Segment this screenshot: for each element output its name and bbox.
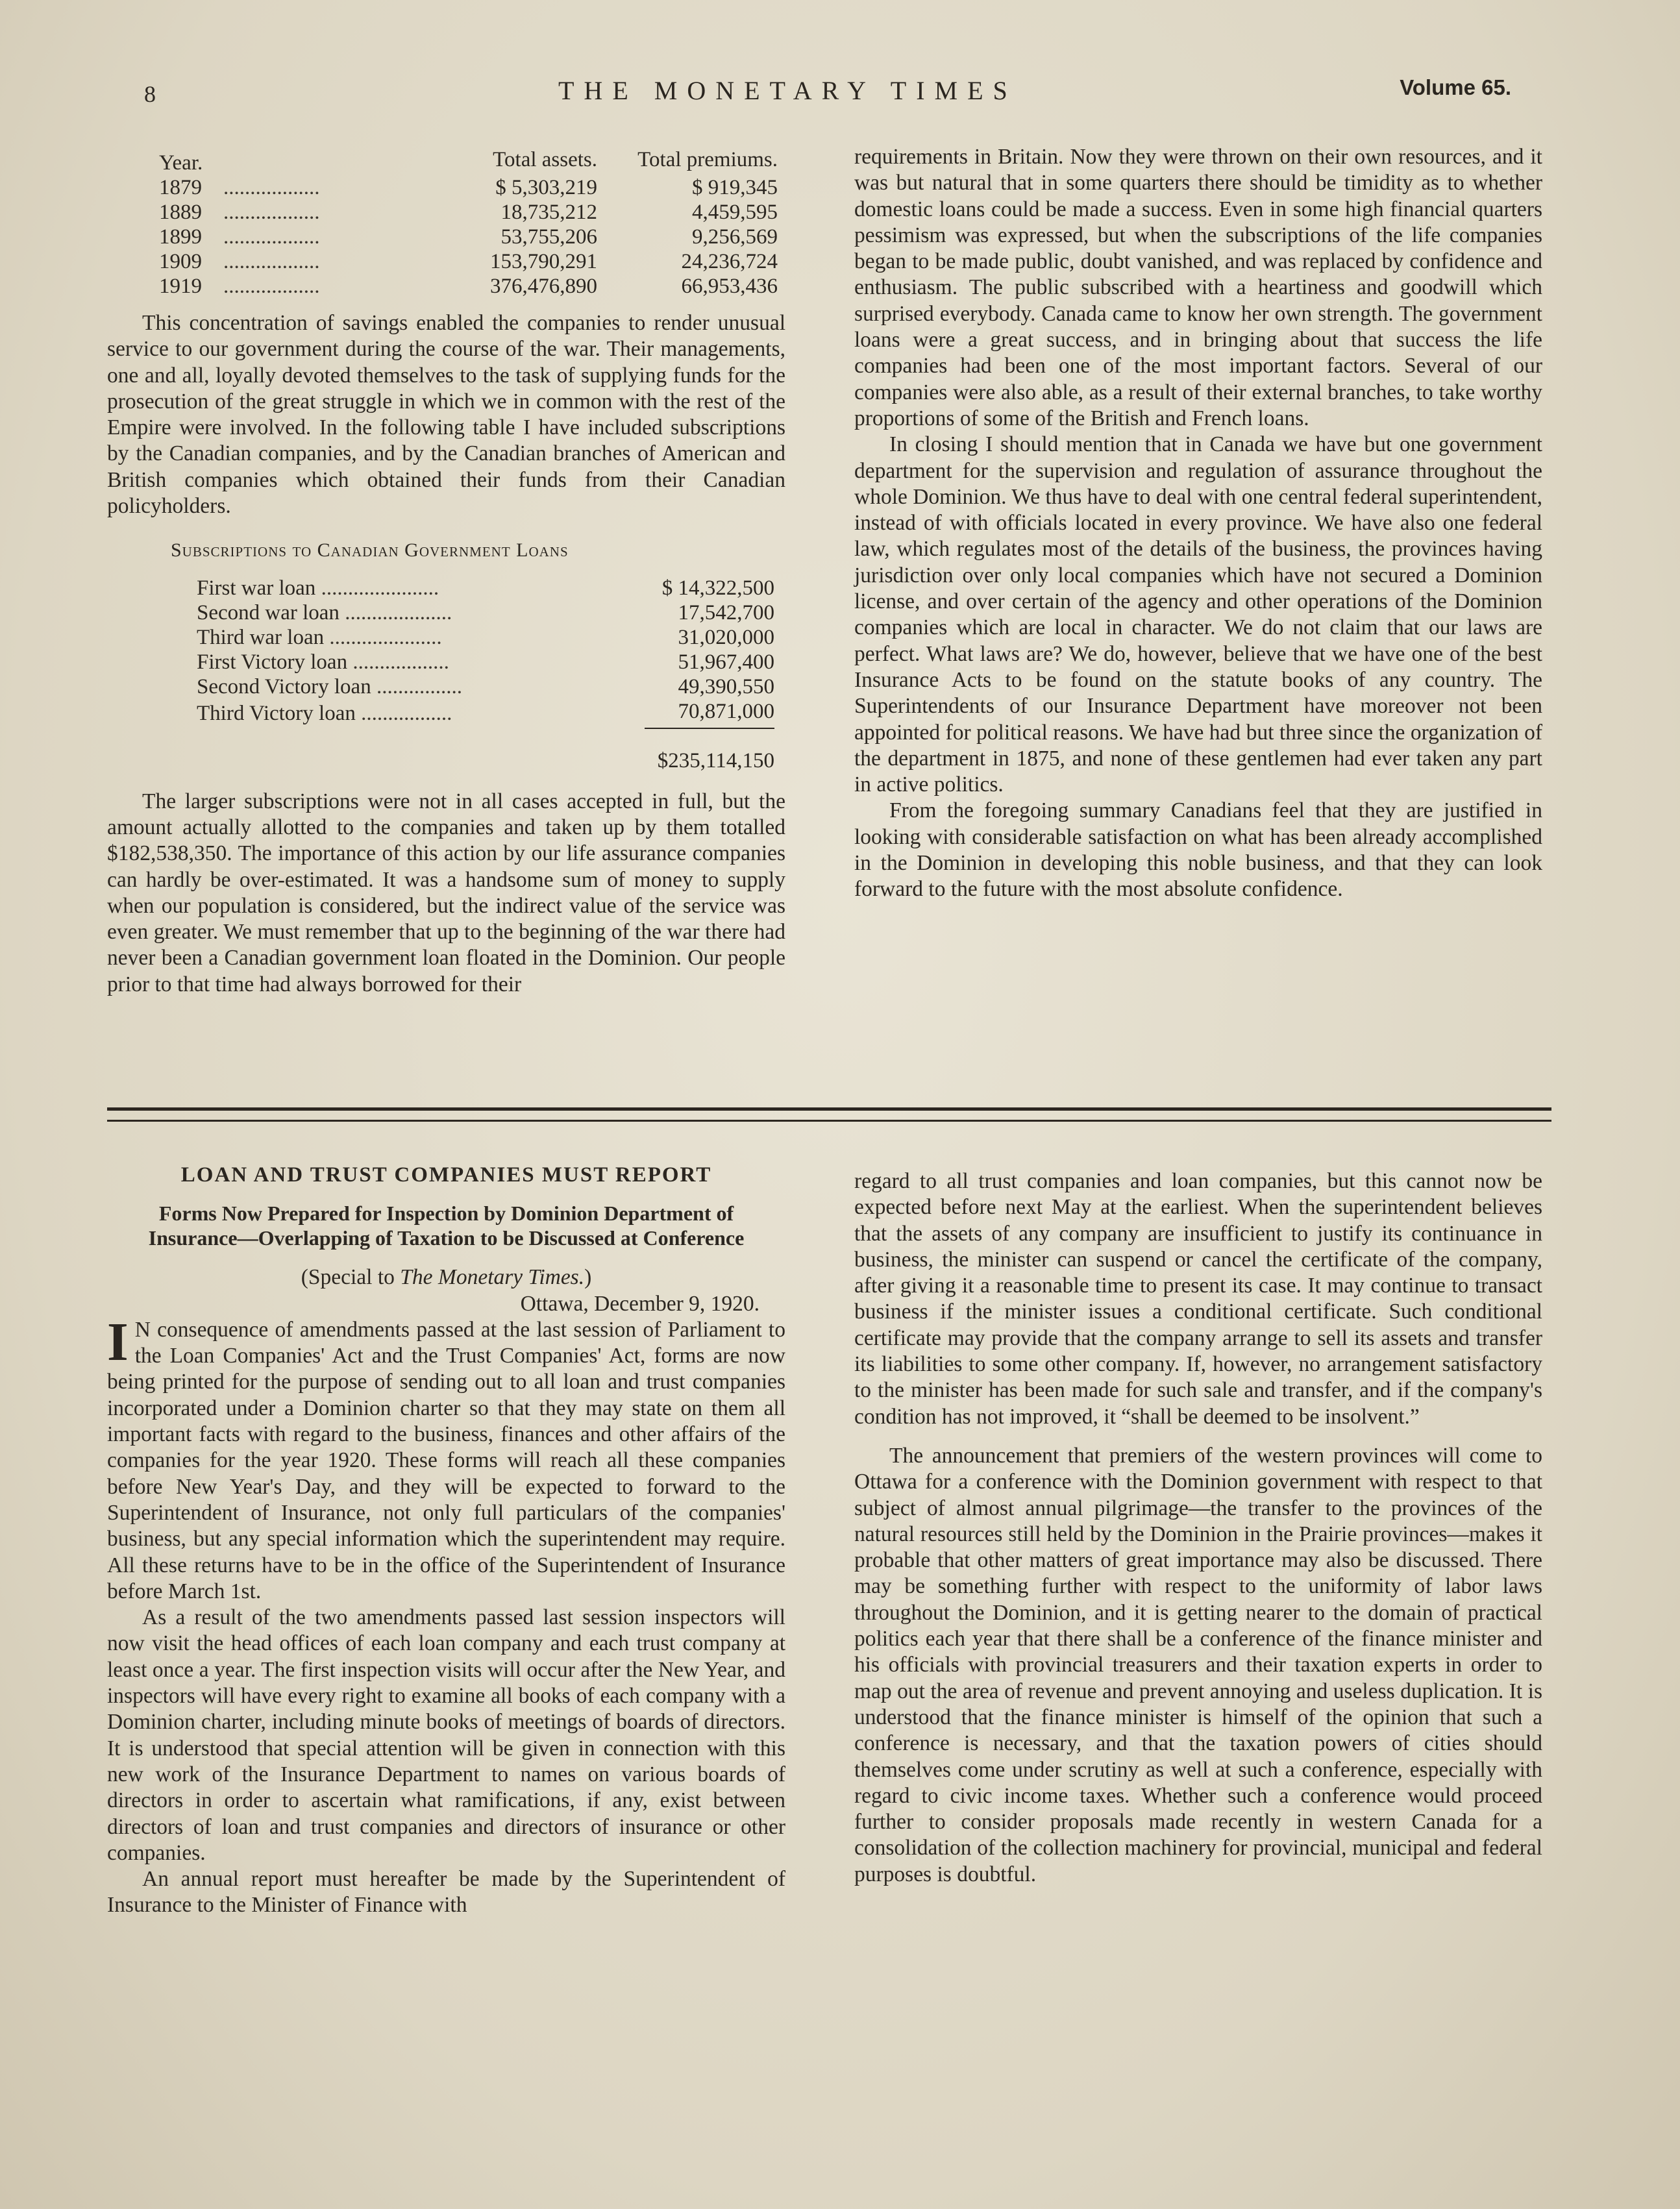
- table-cell-assets: 153,790,291: [490, 250, 597, 273]
- dot-leader: ....................: [345, 600, 452, 624]
- table-row: [197, 674, 774, 699]
- table-cell-assets: 18,735,212: [500, 201, 597, 224]
- article-paragraph: An annual report must hereafter be made by the Superintendent of Insurance to the Minister of Finance with: [107, 1867, 785, 1918]
- article-left-column: [107, 1162, 785, 1919]
- loan-label: Third war loan: [197, 625, 325, 649]
- article-paragraph: The announcement that premiers of the western provinces will come to Ottawa for a conference with the Dominion government with respect to that subject of almost annual pilgrimage—the transfer to the provinces of the natural resources still held by the Dominion in the Prairie provinces—makes it probable that other matters of great importance may also be discussed. There may be something further with respect to the uniformity of labor laws throughout the Dominion, and it is getting nearer to the domain of practical politics each year that there shall be a conference of the finance minister and his officials with provincial treasurers and their taxation experts in order to map out the area of revenue and prevent annoying and useless duplication. It is understood that the finance minister is himself of the opinion that such a conference is necessary, and that the taxation powers of cities should themselves come under scrutiny as well at such a conference, especially with regard to civic income taxes. Whether such a conference would proceed further to consider proposals made recently in western Canada for a consolidation of the collection machinery for provincial, municipal and federal purposes is doubtful.: [854, 1443, 1542, 1886]
- article-right-column: [854, 1168, 1542, 1888]
- dot-leader: ......................: [321, 576, 439, 600]
- table-cell-premiums: 9,256,569: [692, 225, 778, 249]
- page-number: 8: [144, 81, 156, 107]
- article-paragraph: regard to all trust companies and loan companies, but this cannot now be expected before next May at the earliest. When the superintendent believes that the assets of any company are insufficient to justify its continuance in business, the minister can suspend or cancel the certificate of the company, after giving it a reasonable time to present its case. It may continue to transact business if the minister issues a conditional certificate. Such conditional certificate may provide that the company arrange to sell its assets and transfer its liabilities to some other company. If, however, no arrangement satisfactory to the minister has been made for such sale and transfer, and if the company's condition has not improved, it “shall be deemed to be insolvent.”: [854, 1169, 1542, 1429]
- table-row: [197, 650, 774, 674]
- table-cell-premiums: 66,953,436: [681, 275, 778, 298]
- dot-leader: ................: [376, 674, 462, 698]
- assets-header-total-premiums: Total premiums.: [637, 148, 778, 171]
- section-divider: [107, 1107, 1551, 1122]
- column-left-top: [107, 144, 785, 998]
- table-cell-year: 1919: [159, 275, 202, 298]
- table-row: [159, 225, 778, 249]
- assets-table: [159, 144, 778, 299]
- dot-leader: ..................: [223, 275, 320, 298]
- loan-value: 49,390,550: [678, 674, 774, 698]
- table-row: [197, 625, 774, 650]
- loan-value: 70,871,000: [645, 699, 774, 728]
- article-paragraph: [107, 1311, 785, 1605]
- article-subtitle: Forms Now Prepared for Inspection by Dominion Department of Insurance—Overlapping of Taxation to be Discussed at Conference: [148, 1202, 745, 1250]
- table-row: [197, 699, 774, 728]
- dot-leader: ..................: [223, 176, 320, 199]
- table-row: [197, 600, 774, 625]
- paragraph: This concentration of savings enabled the companies to render unusual service to our government during the course of the war. Their managements, one and all, loyally devoted themselves to the task of supplying funds for the prosecution of the great struggle in which we in common with the rest of the Empire were involved. In the following table I have included subscriptions by the Canadian companies, and by the Canadian branches of American and British companies which obtained their funds from their Canadian policyholders.: [107, 311, 785, 519]
- dot-leader: ..................: [223, 225, 320, 249]
- table-row: [159, 249, 778, 274]
- loan-value: $ 14,322,500: [661, 576, 774, 600]
- volume-label: Volume 65.: [1400, 75, 1511, 99]
- dot-leader: .....................: [329, 625, 442, 649]
- page-header: [0, 73, 1680, 112]
- loan-label: Third Victory loan: [197, 702, 356, 726]
- article-paragraph: As a result of the two amendments passed last session inspectors will now visit the head offices of each loan company and each trust company at least once a year. The first inspection visits will occur after the New Year, and inspectors will have every right to examine all books of each company with a Dominion charter, including minute books of meetings of boards of directors. It is understood that special attention will be given in connection with this new work of the Insurance Department to names on various boards of directors in order to ascertain what ramifications, if any, exist between directors of loan and trust companies and directors of insurance or other companies.: [107, 1605, 785, 1865]
- loans-table-title: Subscriptions to Canadian Government Loans: [171, 539, 569, 562]
- paragraph: requirements in Britain. Now they were thrown on their own resources, and it was but natural that in some quarters there should be timidity as to whether domestic loans could be made a success. Even in some high financial quarters pessimism was expressed, but when the subscriptions of the life companies began to be made public, doubt vanished, and was replaced by confidence and enthusiasm. The public subscribed with a heartiness and goodwill which surprised everybody. Canada came to know her own strength. The government loans were a great success, and in bringing about that success the life companies had been one of the most important factors. Several of our companies were also able, as a result of their external branches, to take worthy proportions of some of the British and French loans.: [854, 145, 1542, 430]
- loans-table: [197, 576, 774, 773]
- loan-value: 17,542,700: [678, 600, 774, 624]
- table-cell-premiums: 24,236,724: [681, 250, 778, 273]
- dot-leader: ..................: [223, 201, 320, 224]
- loan-value: 31,020,000: [678, 625, 774, 649]
- loan-label: Second war loan: [197, 600, 340, 624]
- table-cell-assets: $ 5,303,219: [495, 176, 597, 199]
- drop-cap: I: [107, 1311, 129, 1372]
- table-row: [159, 274, 778, 299]
- dot-leader: ..................: [223, 250, 320, 273]
- loan-value: 51,967,400: [678, 650, 774, 674]
- table-cell-premiums: $ 919,345: [692, 176, 778, 199]
- table-row: [197, 576, 774, 600]
- loans-table-block: [164, 537, 785, 772]
- column-right-top: [854, 144, 1542, 903]
- table-cell-year: 1879: [159, 176, 202, 199]
- assets-table-header: [159, 144, 778, 175]
- dateline: Ottawa, December 9, 1920.: [520, 1291, 760, 1316]
- table-cell-assets: 53,755,206: [500, 225, 597, 249]
- assets-header-year: Year.: [159, 151, 203, 175]
- table-cell-premiums: 4,459,595: [692, 201, 778, 224]
- paragraph: In closing I should mention that in Canada we have but one government department for the supervision and regulation of assurance throughout the whole Dominion. We thus have to deal with one central federal superintendent, instead of with officials located in every province. We have also one federal law, which regulates most of the details of the business, the provinces having jurisdiction over only local companies which have not secured a Dominion license, and over certain of the agency and other operations of the Dominion companies which are local in character. We do not claim that our laws are perfect. What laws are? We do, however, believe that we have one of the best Insurance Acts to be found on the statute books of any country. The Superintendents of our Insurance Department have moreover not been appointed for political reasons. We have had but three since the organization of the department in 1875, and none of these gentlemen had ever taken any part in active politics.: [854, 432, 1542, 797]
- loan-label: Second Victory loan: [197, 674, 371, 698]
- dot-leader: ..................: [352, 650, 449, 674]
- article-title: LOAN AND TRUST COMPANIES MUST REPORT: [180, 1163, 712, 1187]
- dot-leader: .................: [361, 702, 452, 726]
- table-cell-assets: 376,476,890: [490, 275, 597, 298]
- special-publication: The Monetary Times.: [400, 1265, 585, 1290]
- special-prefix: (Special to: [301, 1265, 401, 1290]
- loans-total: $235,114,150: [657, 748, 774, 772]
- loan-label: First war loan: [197, 576, 316, 600]
- table-cell-year: 1899: [159, 225, 202, 249]
- paragraph: From the foregoing summary Canadians feel that they are justified in looking with considerable satisfaction on what has been already accomplished in the Dominion in developing this noble business, and that they can look forward to the future with the most absolute confidence.: [854, 798, 1542, 902]
- article-paragraph-text: N consequence of amendments passed at the last session of Parliament to the Loan Companies' Act and the Trust Companies' Act, forms are now being printed for the purpose of sending out to all loan and trust companies incorporated under a Dominion charter so that they may state on them all important facts with regard to the business, finances and other affairs of the companies for the year 1920. These forms will reach all these companies before New Year's Day, and they will be expected to forward to the Superintendent of Insurance, not only full particulars of the companies' business, but any special information which the superintendent may require. All these returns have to be in the office of the Superintendent of Insurance before March 1st.: [107, 1317, 785, 1603]
- masthead-title: THE MONETARY TIMES: [558, 76, 1017, 105]
- special-credit: [107, 1265, 785, 1290]
- table-row: [159, 200, 778, 225]
- table-cell-year: 1889: [159, 201, 202, 224]
- assets-header-total-assets: Total assets.: [493, 148, 597, 171]
- loan-label: First Victory loan: [197, 650, 348, 674]
- table-row-total: [197, 728, 774, 773]
- special-suffix: ): [584, 1265, 592, 1290]
- paragraph: The larger subscriptions were not in all cases accepted in full, but the amount actually allotted to the companies and taken up by them totalled $182,538,350. The importance of this action by our life assurance companies can hardly be over-estimated. It was a handsome sum of money to supply when our population is considered, but the indirect value of the service was even greater. We must remember that up to the beginning of the war there had never been a Canadian government loan floated in the Dominion. Our people prior to that time had always borrowed for their: [107, 789, 785, 996]
- table-row: [159, 175, 778, 200]
- table-cell-year: 1909: [159, 250, 202, 273]
